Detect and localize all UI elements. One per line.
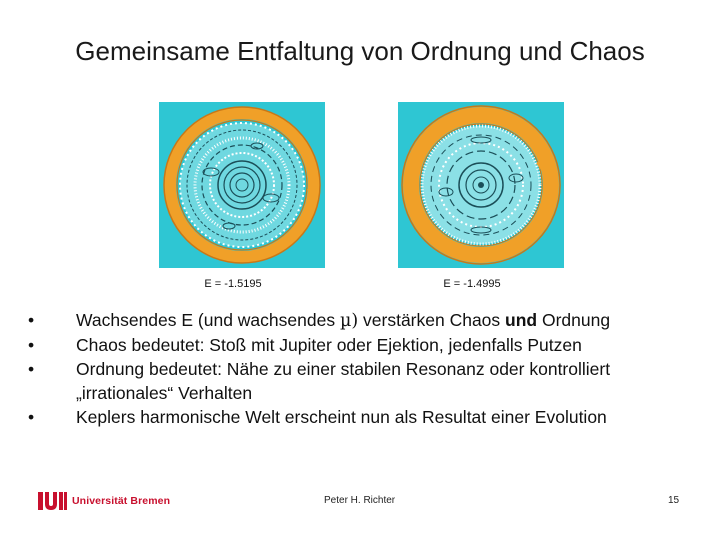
university-logo: [38, 489, 170, 513]
bullet-text: Chaos bedeutet: Stoß mit Jupiter oder Ejektion, jedenfalls Putzen: [76, 335, 582, 355]
figure-caption-left: E = -1.5195: [204, 278, 262, 290]
poincare-section-image-left: [159, 102, 325, 268]
bullet-marker: •: [28, 335, 35, 355]
footer-author: Peter H. Richter: [324, 495, 396, 506]
figure-caption-right: E = -1.4995: [443, 278, 501, 290]
bullet-bold-text: und: [505, 310, 538, 330]
bullet-item: [28, 333, 708, 357]
bullet-item: [28, 405, 708, 429]
bullet-marker: •: [28, 407, 35, 427]
university-logo-icon: [38, 490, 68, 512]
poincare-section-image-right: [398, 102, 564, 268]
bullet-text: Keplers harmonische Welt erscheint nun als Resultat einer Evolution: [76, 407, 607, 427]
slide-title: Gemeinsame Entfaltung von Ordnung und Chaos: [75, 36, 645, 66]
university-name: Universität Bremen: [72, 495, 171, 507]
bullet-item: [28, 308, 708, 333]
bullet-text-part: Ordnung: [537, 310, 611, 330]
bullet-text-part: Wachsendes E (und wachsendes: [76, 310, 340, 330]
mu-symbol: µ): [339, 311, 359, 331]
bullet-text: Ordnung bedeutet: Nähe zu einer stabilen Resonanz oder kontrolliert „irrationales“ Verhalten: [76, 359, 611, 403]
bullet-marker: •: [28, 359, 35, 379]
bullet-list: [28, 308, 708, 429]
bullet-item: [28, 357, 708, 405]
page-number: 15: [668, 495, 680, 506]
bullet-marker: •: [28, 310, 35, 330]
bullet-text-part: verstärken Chaos: [358, 310, 506, 330]
